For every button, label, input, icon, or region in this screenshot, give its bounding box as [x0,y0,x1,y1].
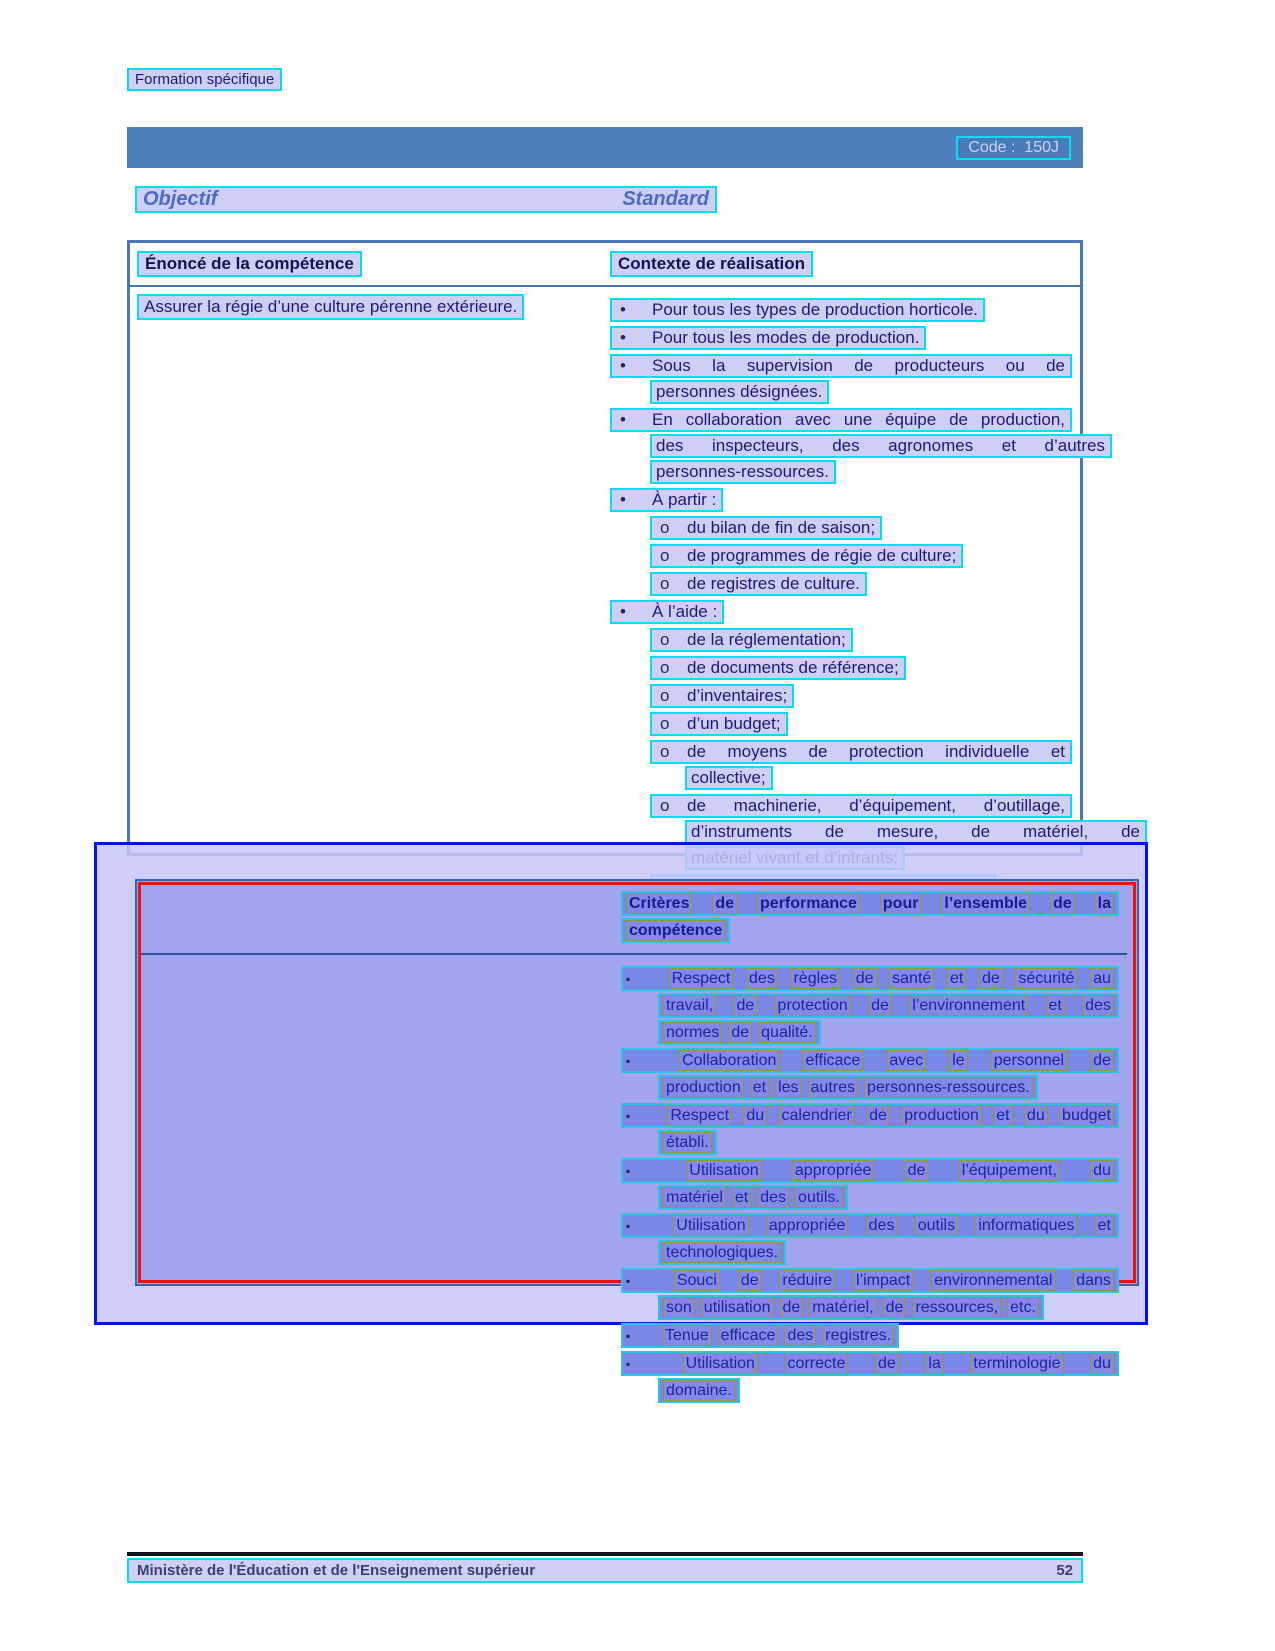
criteria-bullet-marker: ▪ [626,1164,631,1178]
bullet-marker: • [620,356,626,375]
word-box: production [663,1077,744,1098]
footer-page-number: 52 [1056,1562,1073,1579]
word-box: des [746,968,778,989]
footer-bar [127,1558,1083,1583]
word-box: l’environnement [909,995,1028,1016]
sub-bullet-marker: o [660,796,670,815]
bullet-marker: • [620,300,626,319]
context-line: o d’un budget; [650,712,788,736]
context-cell [604,294,1140,900]
word-box: Respect [669,968,734,989]
sub-bullet-marker: o [660,546,670,565]
word-box: Utilisation [673,1215,748,1236]
criteria-header-cell [615,891,1127,949]
word-box: efficace [718,1325,779,1346]
word-box: de [780,1297,804,1318]
word-box: Tenue [662,1325,712,1346]
word-box: ressources, [912,1297,1001,1318]
word-box: Critères [626,893,692,914]
word-box: compétence [626,920,725,941]
word-box: les [775,1077,801,1098]
criteria-body-empty-cell [141,963,615,1405]
word-box: Collaboration [679,1050,779,1071]
word-box: qualité. [758,1022,816,1043]
criteria-line [658,1378,740,1403]
sub-bullet-marker: o [660,630,670,649]
context-line: o de documents de référence; [650,656,906,680]
word-box: pour [880,893,922,914]
word-box: budget [1059,1105,1114,1126]
context-line: • Pour tous les modes de production. [610,326,926,350]
criteria-line [621,1158,1119,1183]
word-box: environnemental [931,1270,1055,1291]
word-box: de [905,1160,929,1181]
criteria-line [658,993,1119,1018]
bullet-marker: • [620,490,626,509]
criteria-header-line [621,891,1119,916]
word-box: de [883,1297,907,1318]
sub-bullet-marker: o [660,742,670,761]
context-line: o de registres de culture. [650,572,867,596]
word-box: et [993,1105,1012,1126]
course-code-badge: Code : 150J [956,136,1071,160]
criteria-line [658,1185,848,1210]
criteria-line [621,1323,899,1348]
bullet-marker: • [620,602,626,621]
criteria-table [135,879,1139,1399]
header-enonce-label: Énoncé de la compétence [137,251,362,277]
criteria-line [658,1295,1044,1320]
criteria-bullet-marker: ▪ [626,1329,631,1343]
word-box: son [663,1297,695,1318]
word-box: l’équipement, [959,1160,1060,1181]
criteria-table-inner [141,885,1133,1399]
word-box: outils. [795,1187,843,1208]
word-box: la [925,1353,943,1374]
word-box: de [733,995,757,1016]
word-box: de [875,1353,899,1374]
word-box: terminologie [970,1353,1063,1374]
header-contexte-label: Contexte de réalisation [610,251,813,277]
criteria-header-line [621,918,730,943]
criteria-header-row [141,891,1127,955]
context-line: • En collaboration avec une équipe de production, [610,408,1072,432]
word-box: calendrier [778,1105,854,1126]
criteria-line [621,966,1119,991]
word-box: correcte [785,1353,849,1374]
word-box: de [1090,1050,1114,1071]
sub-bullet-marker: o [660,658,670,677]
criteria-line [658,1075,1038,1100]
header-cell-contexte [604,251,1080,277]
word-box: sécurité [1015,968,1077,989]
word-box: efficace [802,1050,863,1071]
criteria-line [658,1130,717,1155]
word-box: et [1046,995,1065,1016]
word-box: de [868,995,892,1016]
word-box: de [979,968,1003,989]
context-line: des inspecteurs, des agronomes et d’autres [650,434,1112,458]
criteria-line [621,1351,1119,1376]
context-line: d’instruments de mesure, de matériel, de [685,820,1147,844]
context-line: o de machinerie, d’équipement, d’outillage, [650,794,1072,818]
word-box: Respect [667,1105,732,1126]
word-box: des [866,1215,898,1236]
word-box: santé [889,968,934,989]
heading-objectif: Objectif [143,188,218,210]
criteria-bullet-marker: ▪ [626,972,631,986]
word-box: personnel [991,1050,1067,1071]
competence-table-body [130,287,1140,900]
word-box: production [901,1105,982,1126]
word-box: de [738,1270,762,1291]
word-box: protection [775,995,851,1016]
word-box: du [1090,1353,1114,1374]
word-box: domaine. [663,1380,735,1401]
context-line: o du bilan de fin de saison; [650,516,882,540]
competence-table [127,240,1140,856]
context-line: • À partir : [610,488,723,512]
footer-divider-rule [127,1552,1083,1556]
criteria-header-empty-cell [141,891,615,949]
word-box: l’impact [853,1270,913,1291]
sub-bullet-marker: o [660,714,670,733]
word-box: matériel, [809,1297,876,1318]
word-box: réduire [779,1270,835,1291]
criteria-bullet-marker: ▪ [626,1219,631,1233]
word-box: personnes-ressources. [864,1077,1033,1098]
word-box: outils [915,1215,958,1236]
word-box: travail, [663,995,716,1016]
criteria-line [658,1240,786,1265]
word-box: établi. [663,1132,712,1153]
sub-bullet-marker: o [660,518,670,537]
competence-table-header-row [130,243,1080,287]
word-box: normes [663,1022,722,1043]
criteria-line [621,1103,1119,1128]
word-box: dans [1073,1270,1114,1291]
word-box: des [757,1187,789,1208]
word-box: du [743,1105,767,1126]
title-header-bar [127,127,1083,168]
word-box: l’ensemble [941,893,1030,914]
bullet-marker: • [620,410,626,429]
word-box: au [1090,968,1114,989]
word-box: des [1082,995,1114,1016]
word-box: etc. [1007,1297,1039,1318]
criteria-bullet-marker: ▪ [626,1357,631,1371]
word-box: Utilisation [686,1160,761,1181]
context-line: collective; [685,766,773,790]
word-box: règles [790,968,840,989]
page-section-label: Formation spécifique [127,68,282,91]
context-line: o de moyens de protection individuelle et [650,740,1072,764]
context-line: personnes-ressources. [650,460,836,484]
criteria-line [658,1020,821,1045]
annotation-overlay-box [94,842,1148,1399]
word-box: appropriée [792,1160,875,1181]
word-box: technologiques. [663,1242,781,1263]
word-box: de [728,1022,752,1043]
context-line: • Pour tous les types de production horticole. [610,298,985,322]
context-line: o d’inventaires; [650,684,794,708]
word-box: Utilisation [683,1353,758,1374]
word-box: informatiques [975,1215,1077,1236]
criteria-line [621,1268,1119,1293]
word-box: avec [886,1050,926,1071]
context-line: • Sous la supervision de producteurs ou de [610,354,1072,378]
word-box: et [1095,1215,1114,1236]
column-headings-bar [135,186,717,213]
context-line: o de la réglementation; [650,628,853,652]
word-box: et [947,968,966,989]
word-box: et [732,1187,751,1208]
word-box: autres [808,1077,858,1098]
word-box: performance [757,893,860,914]
header-cell-enonce [130,251,604,277]
word-box: du [1090,1160,1114,1181]
context-bullet-list [610,298,1140,898]
word-box: utilisation [701,1297,774,1318]
sub-bullet-marker: o [660,686,670,705]
context-line: o de programmes de régie de culture; [650,544,963,568]
bullet-marker: • [620,328,626,347]
word-box: de [853,968,877,989]
context-line: • À l’aide : [610,600,724,624]
word-box: Souci [674,1270,720,1291]
sub-bullet-marker: o [660,574,670,593]
word-box: matériel [663,1187,726,1208]
criteria-bullet-marker: ▪ [626,1054,631,1068]
word-box: registres. [822,1325,894,1346]
word-box: de [712,893,737,914]
criteria-bullet-marker: ▪ [626,1109,631,1123]
criteria-bullet-marker: ▪ [626,1274,631,1288]
word-box: du [1024,1105,1048,1126]
word-box: le [949,1050,967,1071]
context-line: personnes désignées. [650,380,829,404]
criteria-line [621,1048,1119,1073]
word-box: de [1050,893,1075,914]
word-box: et [750,1077,769,1098]
word-box: des [784,1325,816,1346]
word-box: de [866,1105,890,1126]
word-box: appropriée [766,1215,849,1236]
criteria-line [621,1213,1119,1238]
word-box: la [1095,893,1114,914]
competence-statement: Assurer la régie d’une culture pérenne extérieure. [137,294,524,320]
heading-standard: Standard [622,188,709,210]
criteria-body-row [141,955,1127,1405]
statement-cell [130,294,604,900]
footer-ministry-text: Ministère de l'Éducation et de l'Enseignement supérieur [137,1562,536,1579]
criteria-bullet-list [615,963,1127,1405]
